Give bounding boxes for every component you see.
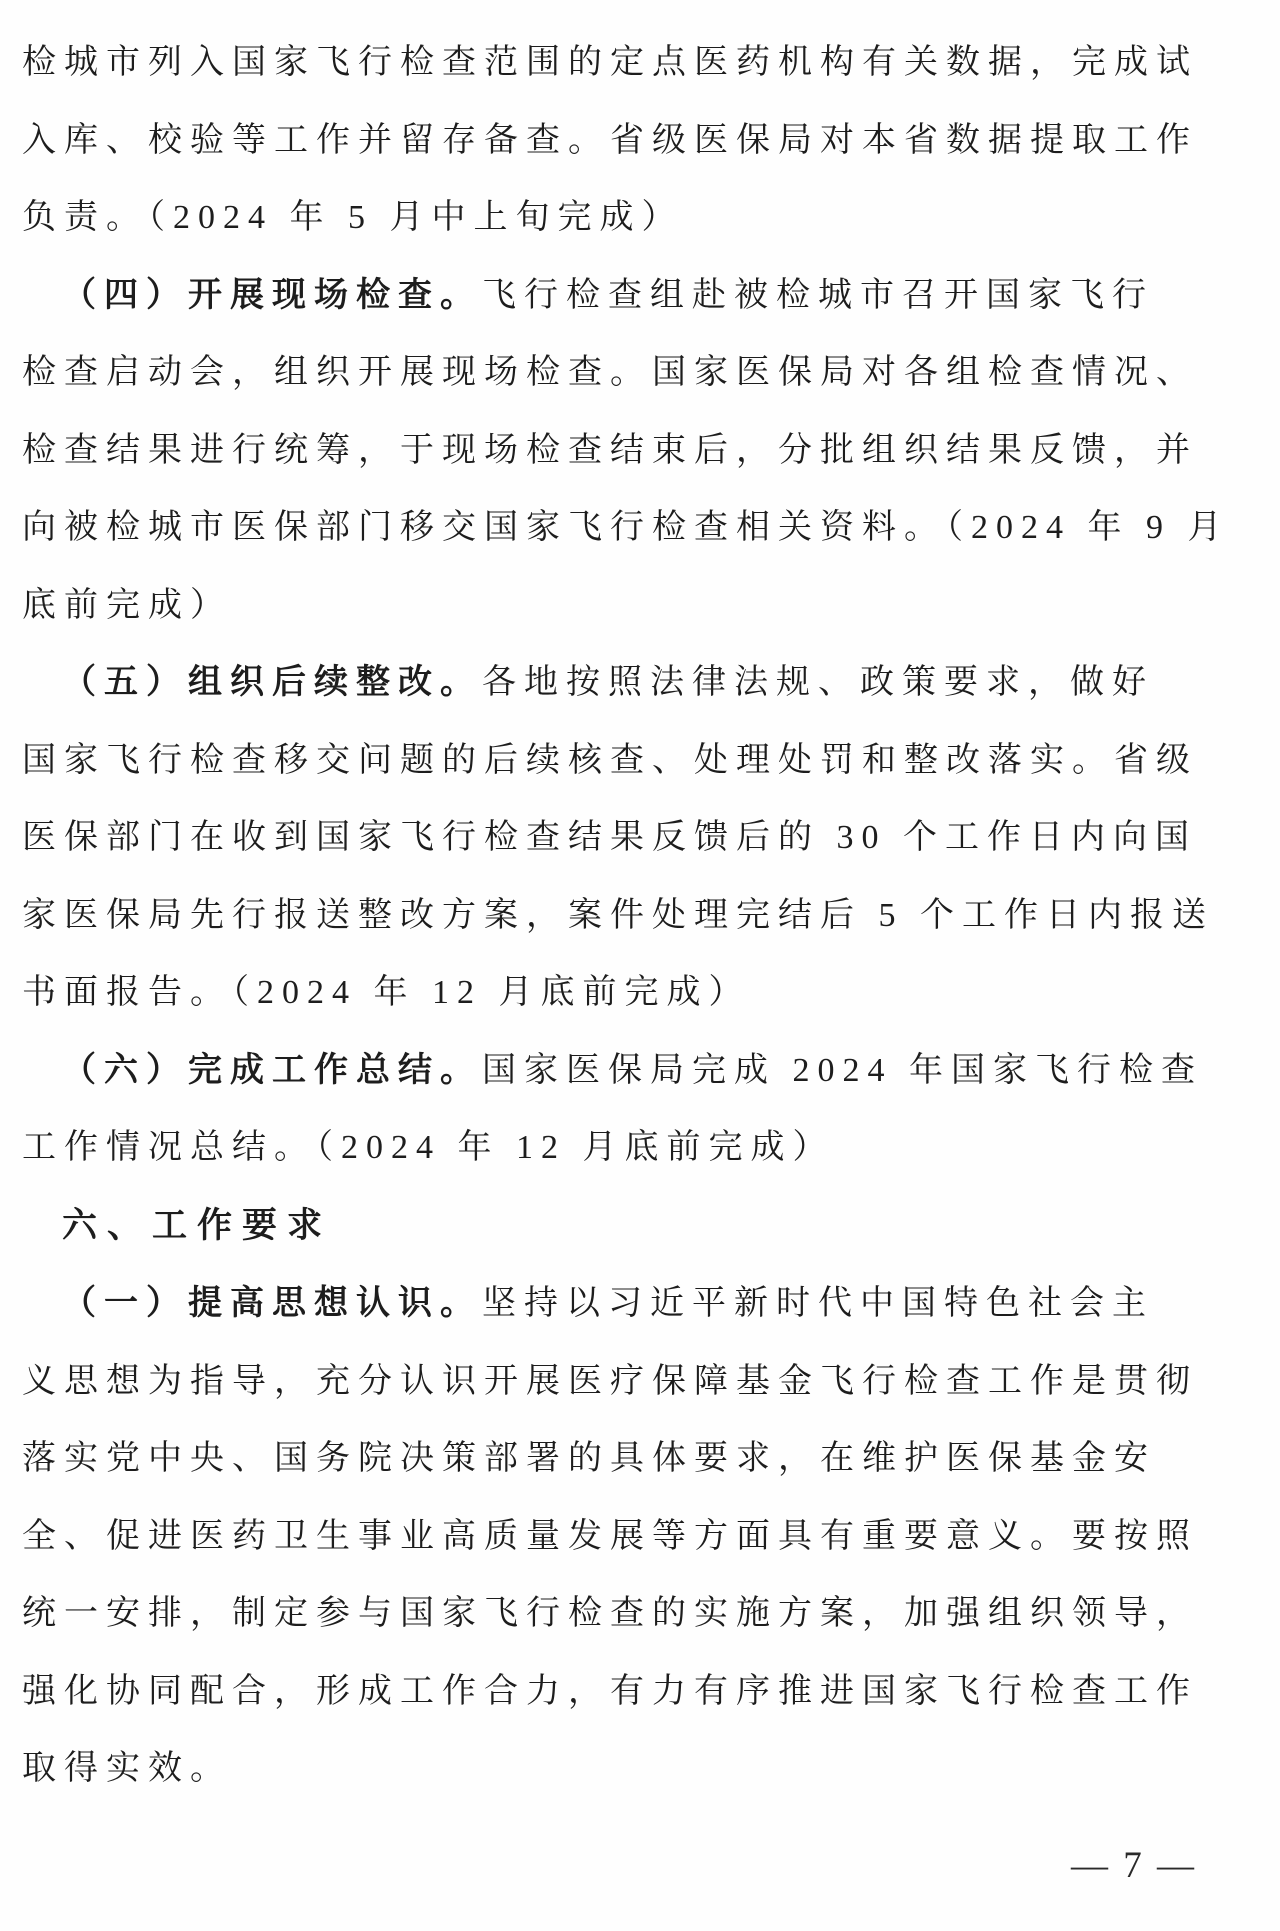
line-text: 医保部门在收到国家飞行检查结果反馈后的 30 个工作日内向国 [22,819,1197,856]
line-text: 统一安排，制定参与国家飞行检查的实施方案，加强组织领导， [22,1595,1198,1632]
line-text: 各地按照法律法规、政策要求，做好 [482,664,1154,701]
line-text: 飞行检查组赴被检城市召开国家飞行 [482,276,1154,314]
text-line [22,799,1262,877]
line-text: 负责。（2024 年 5 月中上旬完成） [22,199,684,236]
text-line [22,954,1262,1032]
document-body [22,24,1262,1808]
line-text: 工作情况总结。（2024 年 12 月底前完成） [22,1129,835,1166]
line-text: 坚持以习近平新时代中国特色社会主 [482,1285,1154,1322]
text-line [22,179,1262,257]
line-text: 取得实效。 [22,1750,232,1787]
section-item-5-start [22,644,1262,722]
text-line [22,567,1262,645]
line-text: 家医保局先行报送整改方案，案件处理完结后 5 个工作日内报送 [22,896,1214,934]
line-text: 检查结果进行统筹，于现场检查结束后，分批组织结果反馈，并 [22,431,1198,469]
text-line [22,1575,1262,1653]
text-line [22,722,1262,800]
section-item-lead: （五）组织后续整改。 [62,664,482,701]
text-line [22,24,1262,102]
line-text: 落实党中央、国务院决策部署的具体要求，在维护医保基金安 [22,1440,1156,1477]
line-text: 检城市列入国家飞行检查范围的定点医药机构有关数据，完成试 [22,44,1198,81]
line-text: 全、促进医药卫生事业高质量发展等方面具有重要意义。要按照 [22,1517,1198,1555]
text-line [22,1730,1262,1808]
page-number-footer: — 7 — [1071,1845,1197,1886]
line-text: 国家飞行检查移交问题的后续核查、处理处罚和整改落实。省级 [22,741,1198,779]
section-heading-text: 六、工作要求 [62,1205,333,1245]
section-item-lead: （一）提高思想认识。 [62,1285,482,1322]
line-text: 国家医保局完成 2024 年国家飞行检查 [482,1051,1203,1089]
text-line [22,1343,1262,1421]
text-line [22,877,1262,955]
section-item-4-start [22,257,1262,335]
line-text: 向被检城市医保部门移交国家飞行检查相关资料。（2024 年 9 月 [22,509,1230,546]
line-text: 检查启动会，组织开展现场检查。国家医保局对各组检查情况、 [22,354,1198,391]
text-line [22,1109,1262,1187]
line-text: 义思想为指导，充分认识开展医疗保障基金飞行检查工作是贯彻 [22,1362,1198,1400]
section-item-6-start [22,1032,1262,1110]
line-text: 书面报告。（2024 年 12 月底前完成） [22,974,751,1011]
text-line [22,1498,1262,1576]
section-heading [22,1187,1262,1266]
text-line [22,334,1262,412]
line-text: 底前完成） [22,586,232,624]
text-line [22,412,1262,490]
text-line [22,489,1262,567]
text-line [22,102,1262,180]
text-line [22,1653,1262,1731]
text-line [22,1420,1262,1498]
line-text: 入库、校验等工作并留存备查。省级医保局对本省数据提取工作 [22,121,1198,159]
section-item-lead: （四）开展现场检查。 [62,276,482,314]
section-item-1-start [22,1265,1262,1343]
line-text: 强化协同配合，形成工作合力，有力有序推进国家飞行检查工作 [22,1672,1198,1710]
section-item-lead: （六）完成工作总结。 [62,1051,482,1089]
